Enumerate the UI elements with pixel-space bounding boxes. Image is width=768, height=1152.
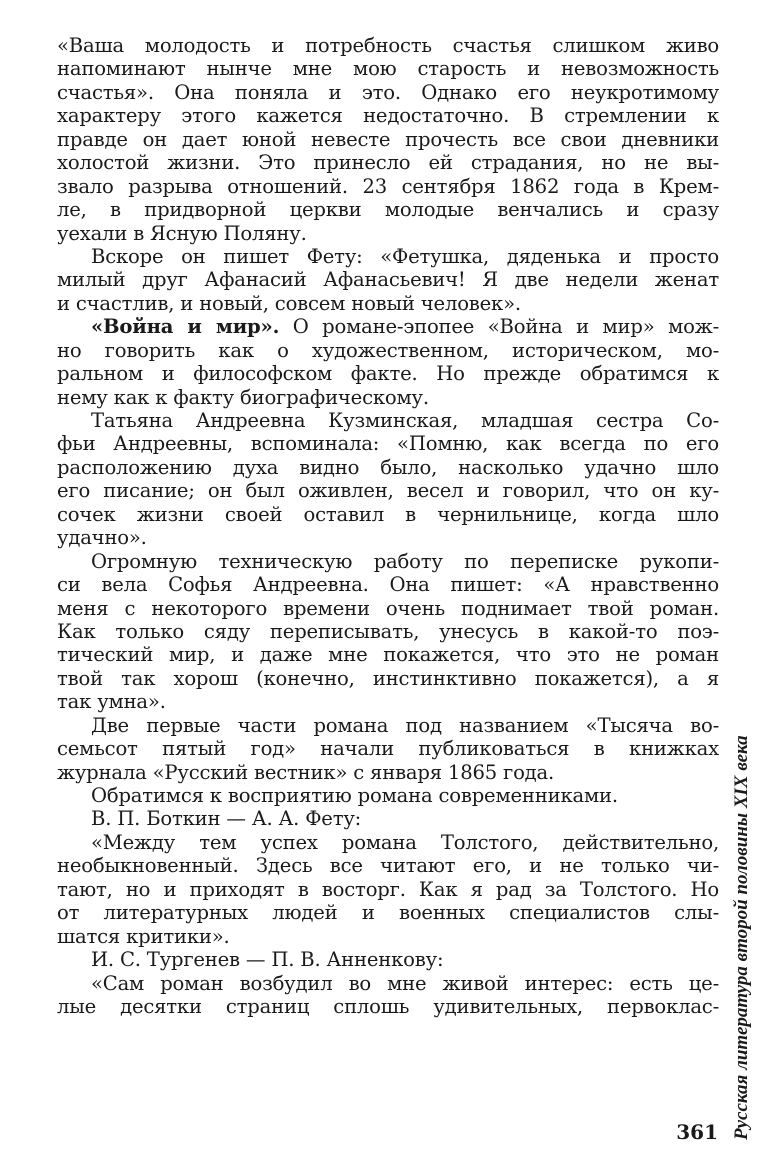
text-line-content: от литературных людей и военных специалистов слы- <box>57 901 719 925</box>
text-line <box>57 222 719 245</box>
text-line <box>57 690 719 713</box>
text-line-content: семьсот пятый год» начали публиковаться в книжках <box>57 737 719 761</box>
text-line-content: си вела Софья Андреевна. Она пишет: «А нравственно <box>57 573 719 597</box>
text-line <box>57 597 719 620</box>
text-line <box>57 643 719 666</box>
bold-heading: «Война и мир». <box>91 315 280 339</box>
text-line-content: Огромную техническую работу по переписке рукопи- <box>91 549 719 573</box>
running-head: Русская литература второй половины XIX века <box>731 735 752 1140</box>
text-line-content: характеру этого кажется недостаточно. В стремлении к <box>57 104 719 128</box>
text-line <box>57 432 719 455</box>
text-line <box>57 81 719 104</box>
text-line-content: необыкновенный. Здесь все читают его, и не только чи- <box>57 854 719 878</box>
text-line-content: Вскоре он пишет Фету: «Фетушка, дяденька и просто <box>91 244 719 268</box>
text-line-content: фьи Андреевны, вспоминала: «Помню, как всегда по его <box>57 432 719 456</box>
text-line-content: Две первые части романа под названием «Тысяча во- <box>91 713 719 737</box>
text-line-content: и счастлив, и новый, совсем новый человек». <box>57 291 521 315</box>
text-line-content: О романе-эпопее «Война и мир» мож- <box>279 315 719 339</box>
text-line <box>57 550 719 573</box>
text-line <box>57 386 719 409</box>
text-line-content: холостой жизни. Это принесло ей страдания, но не вы- <box>57 151 719 175</box>
text-line <box>57 573 719 596</box>
text-line <box>57 175 719 198</box>
text-line-content: Обратимся к восприятию романа современниками. <box>91 784 618 807</box>
text-line-content: милый друг Афанасий Афанасьевич! Я две недели женат <box>57 268 719 292</box>
text-line-content: нему как к факту биографическому. <box>57 385 429 409</box>
text-line <box>57 503 719 526</box>
text-line <box>57 479 719 502</box>
text-line-content: тический мир, и даже мне покажется, что это не роман <box>57 643 719 667</box>
text-line <box>57 128 719 151</box>
text-line <box>57 57 719 80</box>
text-line <box>57 315 719 338</box>
text-line-content: расположению духа видно было, насколько удачно шло <box>57 455 719 479</box>
text-line <box>57 526 719 549</box>
text-line-content: «Сам роман возбудил во мне живой интерес: есть це- <box>91 971 719 995</box>
text-line-content: удачно». <box>57 526 147 550</box>
text-line-content: И. С. Тургенев — П. В. Анненкову: <box>91 948 444 972</box>
text-line <box>57 667 719 690</box>
text-line <box>57 362 719 385</box>
text-line-content: правде он дает юной невесте прочесть все свои дневники <box>57 127 719 151</box>
text-line <box>57 995 719 1018</box>
text-line-content: лые десятки страниц сплошь удивительных, первоклас- <box>57 994 719 1018</box>
text-line-content: твой так хорош (конечно, инстинктивно покажется), а я <box>57 666 719 690</box>
text-line-content: ральном и философском факте. Но прежде обратимся к <box>57 362 719 386</box>
text-line <box>57 620 719 643</box>
text-line-content: журнала «Русский вестник» с января 1865 года. <box>57 760 555 784</box>
text-line-content: В. П. Боткин — А. А. Фету: <box>91 807 362 831</box>
text-line-content: ле, в придворной церкви молодые венчались и сразу <box>57 198 719 222</box>
text-line <box>57 761 719 784</box>
text-line-content: напоминают нынче мне мою старость и невозможность <box>57 57 719 81</box>
text-line <box>57 948 719 971</box>
text-line-content: но говорить как о художественном, историческом, мо- <box>57 338 719 362</box>
text-line-content: звало разрыва отношений. 23 сентября 1862 года в Крем- <box>57 174 719 198</box>
text-line <box>57 784 719 807</box>
text-line <box>57 339 719 362</box>
text-line <box>57 901 719 924</box>
text-line-content: его писание; он был оживлен, весел и говорил, что он ку- <box>57 479 719 503</box>
text-line <box>57 807 719 830</box>
text-line-content: тают, но и приходят в восторг. Как я рад за Толстого. Но <box>57 877 719 901</box>
text-line <box>57 245 719 268</box>
text-line-content: Татьяна Андреевна Кузминская, младшая сестра Со- <box>91 409 719 432</box>
text-line-content: «Ваша молодость и потребность счастья слишком живо <box>57 34 719 57</box>
text-line <box>57 104 719 127</box>
text-line <box>57 292 719 315</box>
text-line <box>57 198 719 221</box>
text-line <box>57 854 719 877</box>
text-line <box>57 972 719 995</box>
text-line <box>57 456 719 479</box>
text-line-content: меня с некоторого времени очень поднимает твой роман. <box>57 596 719 620</box>
text-line-content: счастья». Она поняла и это. Однако его неукротимому <box>57 80 719 104</box>
text-line <box>57 34 719 57</box>
page-number: 361 <box>676 1120 718 1144</box>
text-line <box>57 409 719 432</box>
text-line-content: Как только сяду переписывать, унесусь в какой-то поэ- <box>57 619 719 643</box>
text-line <box>57 737 719 760</box>
text-line-content: шатся критики». <box>57 924 230 948</box>
text-line-content: сочек жизни своей оставил в чернильнице, когда шло <box>57 502 719 526</box>
text-line <box>57 714 719 737</box>
text-line <box>57 878 719 901</box>
text-line-content: «Между тем успех романа Толстого, действительно, <box>91 830 719 854</box>
text-line <box>57 925 719 948</box>
text-line <box>57 268 719 291</box>
text-line-content: уехали в Ясную Поляну. <box>57 221 307 245</box>
text-line <box>57 831 719 854</box>
text-line-content: так умна». <box>57 690 166 714</box>
text-line <box>57 151 719 174</box>
page-body <box>57 34 719 1018</box>
